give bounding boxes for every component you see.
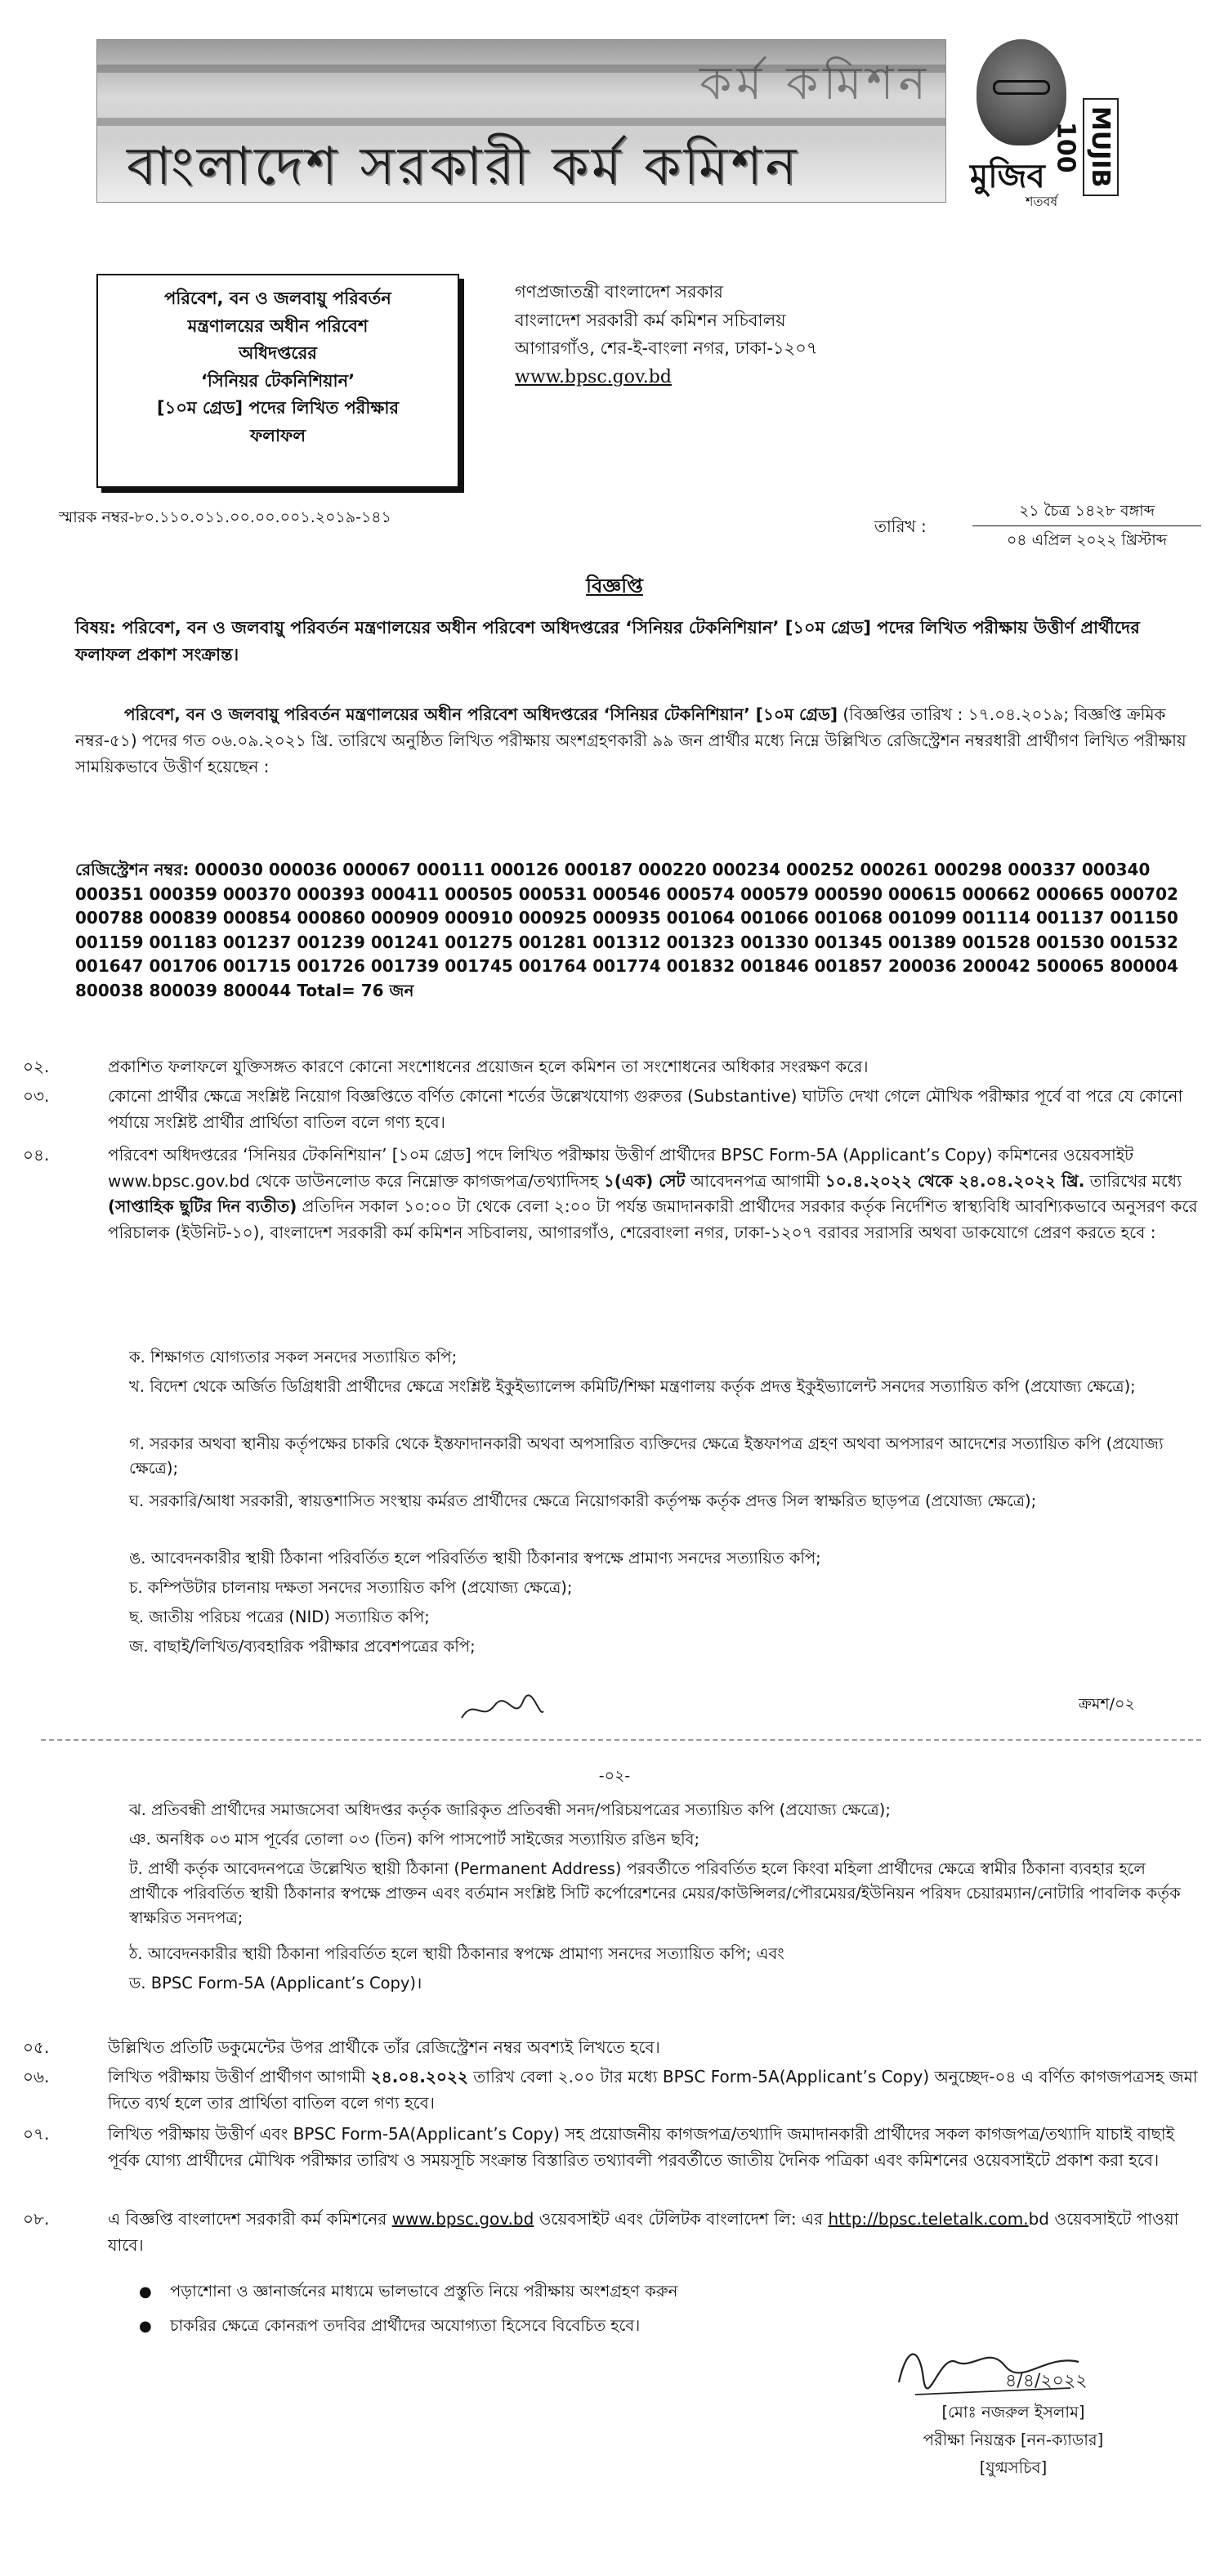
- govt-line: গণপ্রজাতন্ত্রী বাংলাদেশ সরকার: [515, 282, 723, 302]
- paragraph-text: উল্লিখিত প্রতিটি ডকুমেন্টের উপর প্রার্থীকে তাঁর রেজিস্ট্রেশন নম্বর অবশ্যই লিখতে হবে।: [108, 2037, 660, 2057]
- signer-block: [842, 2399, 1185, 2482]
- paragraph-03: [23, 1084, 1201, 1135]
- continued-marker: ক্রমশ/০২: [1079, 1695, 1135, 1713]
- paragraph-number: ০৪.: [23, 1145, 50, 1165]
- paragraph-number: ০৬.: [23, 2067, 50, 2086]
- document-item: ক. শিক্ষাগত যোগ্যতার সকল সনদের সত্যায়িত কপি;: [129, 1348, 458, 1366]
- teletalk-website-link[interactable]: http://bpsc.teletalk.com.: [828, 2209, 1029, 2229]
- date-block: [972, 500, 1201, 552]
- document-item: খ. বিদেশ থেকে অর্জিত ডিগ্রিধারী প্রার্থীদের ক্ষেত্রে সংশ্লিষ্ট ইকুইভ্যালেন্স কমিটি/শিক্ষা মন্ত্রণালয় কর্তৃক প্রদত্ত ইকুইভ্যালেন্ট সনদের সত্যায়িত কপি (প্রযোজ্য ক্ষেত্রে);: [129, 1377, 1136, 1396]
- header-banner-image: [96, 39, 946, 203]
- holiday-note: (সাপ্তাহিক ছুটির দিন ব্যতীত): [108, 1196, 297, 1217]
- paragraph-text: লিখিত পরীক্ষায় উত্তীর্ণ এবং BPSC Form-5A(Applicant’s Copy) সহ প্রয়োজনীয় কাগজপত্র/তথ্যাদি জমাদানকারী প্রার্থীদের সকল কাগজপত্র/তথ্যাদি যাচাই বাছাই পূর্বক যোগ্য প্রার্থীদের মৌখিক পরীক্ষার তারিখ ও সময়সূচি সংক্রান্ত বিস্তারিত তথ্যাবলী পরবর্তীতে জাতীয় দৈনিক পত্রিকা এবং কমিশনের ওয়েবসাইটে প্রকাশ করা হবে।: [108, 2124, 1175, 2170]
- signer-title: পরীক্ষা নিয়ন্ত্রক [নন-ক্যাডার]: [923, 2431, 1104, 2450]
- paragraph-text: প্রকাশিত ফলাফলে যুক্তিসঙ্গত কারণে কোনো সংশোধনের প্রয়োজন হলে কমিশন তা সংশোধনের অধিকার সংরক্ষণ করে।: [108, 1057, 869, 1076]
- paragraph-text: পরিবেশ অধিদপ্তরের ‘সিনিয়র টেকনিশিয়ান’ [১০ম গ্রেড] পদে লিখিত পরীক্ষায় উত্তীর্ণ প্রার্থীদের BPSC Form-5A (Applicant’s Copy) কমিশনের ওয়েবসাইট www.bpsc.gov.bd থেকে ডাউনলোড করে নিম্নোক্ত কাগজপত্র/তথ্যাদিসহ: [108, 1145, 1134, 1191]
- page-separator: [41, 1739, 1201, 1741]
- paragraph-text: ওয়েবসাইট এবং টেলিটক বাংলাদেশ লি: এর: [534, 2209, 829, 2229]
- document-item: জ. বাছাই/লিখিত/ব্যবহারিক পরীক্ষার প্রবেশপত্রের কপি;: [129, 1637, 476, 1656]
- banner-stripe: [97, 118, 945, 126]
- paragraph-text: তারিখ বেলা ২.০০ টার মধ্যে BPSC Form-5A(Applicant’s Copy) অনুচ্ছেদ-০৪ এ বর্ণিত কাগজপত্রসহ জমা দিতে ব্যর্থ হলে তার প্রার্থিতা বাতিল বলে গণ্য হবে।: [108, 2067, 1198, 2113]
- signer-name: [মোঃ নজরুল ইসলাম]: [941, 2403, 1085, 2422]
- paragraph-number: ০৮.: [23, 2209, 50, 2229]
- mujib-label: মুজিব: [970, 157, 1045, 195]
- document-item: ড. BPSC Form-5A (Applicant’s Copy)।: [129, 1974, 422, 1992]
- bpsc-website-link[interactable]: www.bpsc.gov.bd: [391, 2209, 534, 2229]
- bullet-icon: ●: [139, 2283, 152, 2301]
- memo-number: স্মারক নম্বর-৮০.১১০.০১১.০০.০০.০০১.২০১৯-১৪১: [59, 508, 391, 526]
- document-item: ঙ. আবেদনকারীর স্থায়ী ঠিকানা পরিবর্তিত হলে পরিবর্তিত স্থায়ী ঠিকানার স্বপক্ষে প্রামাণ্য সনদের সত্যায়িত কপি;: [129, 1549, 821, 1568]
- result-title-line: অধিদপ্তরের: [239, 343, 317, 364]
- paragraph-text: আবেদনপত্র আগামী: [685, 1170, 825, 1191]
- paragraph-text: প্রতিদিন সকাল ১০:০০ টা থেকে বেলা ২:০০ টা পর্যন্ত জমাদানকারী প্রার্থীদের সরকার কর্তৃক নির্দেশিত স্বাস্থ্যবিধি আবশ্যিকভাবে অনুসরণ করে পরিচালক (ইউনিট-১০), বাংলাদেশ সরকারী কর্ম কমিশন সচিবালয়, আগারগাঁও, শেরেবাংলা নগর, ঢাকা-১২০৭ বরাবর সরাসরি অথবা ডাকযোগে প্রেরণ করতে হবে :: [108, 1196, 1198, 1242]
- deadline-date: ২৪.০৪.২০২২: [370, 2067, 468, 2086]
- signature-date: ৪/৪/২০২২: [1005, 2371, 1088, 2391]
- bullet-text: পড়াশোনা ও জ্ঞানার্জনের মাধ্যমে ভালভাবে প্রস্তুতি নিয়ে পরীক্ষায় অংশগ্রহণ করুন: [170, 2282, 678, 2301]
- intro-bold: পরিবেশ, বন ও জলবায়ু পরিবর্তন মন্ত্রণালয়ের অধীন পরিবেশ অধিদপ্তরের ‘সিনিয়র টেকনিশিয়ান’ [১০ম গ্রেড]: [124, 704, 838, 724]
- result-title-line: পরিবেশ, বন ও জলবায়ু পরিবর্তন: [164, 288, 391, 308]
- result-title-line: ‘সিনিয়র টেকনিশিয়ান’: [200, 370, 355, 391]
- result-title-line: ফলাফল: [249, 425, 306, 445]
- document-item: ঘ. সরকারি/আধা সরকারী, স্বায়ত্তশাসিত সংস্থায় কর্মরত প্রার্থীদের ক্ষেত্রে নিয়োগকারী কর্তৃপক্ষ কর্তৃক প্রদত্ত সিল স্বাক্ষরিত ছাড়পত্র (প্রযোজ্য ক্ষেত্রে);: [129, 1491, 1037, 1510]
- paragraph-text: তারিখের মধ্যে: [1084, 1170, 1182, 1191]
- government-address: [515, 278, 972, 392]
- document-item: ঠ. আবেদনকারীর স্থায়ী ঠিকানা পরিবর্তিত হলে স্থায়ী ঠিকানার স্বপক্ষে প্রামাণ্য সনদের সত্যায়িত কপি; এবং: [129, 1944, 784, 1963]
- set-count: ১(এক) সেট: [603, 1170, 686, 1191]
- govt-line: আগারগাঁও, শের-ই-বাংলা নগর, ঢাকা-১২০৭: [515, 338, 818, 359]
- mujib-100-logo: [960, 33, 1124, 221]
- govt-line: বাংলাদেশ সরকারী কর্ম কমিশন সচিবালয়: [515, 310, 786, 330]
- registration-label: রেজিস্ট্রেশন নম্বর:: [75, 860, 190, 879]
- result-title-line: [১০ম গ্রেড] পদের লিখিত পরীক্ষার: [156, 398, 400, 418]
- website-link[interactable]: www.bpsc.gov.bd: [515, 366, 672, 387]
- paragraph-number: ০৩.: [23, 1086, 50, 1106]
- page-number: -০২-: [598, 1767, 631, 1785]
- mujib-100-label: MUJIB 100: [1083, 98, 1119, 196]
- initial-signature: [458, 1693, 547, 1726]
- date-bangla: ২১ চৈত্র ১৪২৮ বঙ্গাব্দ: [1018, 502, 1155, 520]
- banner-overlay-text: কর্ম কমিশন: [699, 57, 931, 110]
- borsho-label: শতবর্ষ: [1026, 194, 1058, 209]
- paragraph-06: [23, 2064, 1201, 2116]
- registration-total: Total= 76 জন: [297, 980, 414, 1000]
- document-item: ঞ. অনধিক ০৩ মাস পূর্বের তোলা ০৩ (তিন) কপি পাসপোর্ট সাইজের সত্যায়িত রঙিন ছবি;: [129, 1830, 700, 1849]
- banner-title: বাংলাদেশ সরকারী কর্ম কমিশন: [127, 136, 800, 197]
- document-item: ঝ. প্রতিবন্ধী প্রার্থীদের সমাজসেবা অধিদপ্তর কর্তৃক জারিকৃত প্রতিবন্ধী সনদ/পরিচয়পত্রের সত্যায়িত কপি (প্রযোজ্য ক্ষেত্রে);: [129, 1800, 891, 1819]
- registration-list: [75, 858, 1199, 1004]
- paragraph-08: [23, 2207, 1201, 2258]
- portrait-glasses: [993, 80, 1050, 95]
- paragraph-04: [23, 1143, 1201, 1246]
- paragraph-02: [23, 1054, 1201, 1080]
- paragraph-number: ০২.: [23, 1057, 50, 1076]
- signer-rank: [যুগ্মসচিব]: [979, 2458, 1048, 2478]
- bullet-icon: ●: [139, 2318, 152, 2335]
- notice-heading: বিজ্ঞপ্তি: [586, 575, 643, 597]
- paragraph-text: bd ওয়েবসাইটে পাওয়া যাবে।: [108, 2209, 1179, 2255]
- intro-rest: (বিজ্ঞপ্তির তারিখ : ১৭.০৪.২০১৯; বিজ্ঞপ্তি ক্রমিক নম্বর-৫১) পদের গত ০৬.০৯.২০২১ খ্রি. তারিখে অনুষ্ঠিত লিখিত পরীক্ষায় অংশগ্রহণকারী ৯৯ জন প্রার্থীর মধ্যে নিম্নে উল্লিখিত রেজিস্ট্রেশন নম্বরধারী প্রার্থীগণ লিখিত পরীক্ষায় সাময়িকভাবে উত্তীর্ণ হয়েছেন :: [75, 704, 1187, 776]
- document-item: ছ. জাতীয় পরিচয় পত্রের (NID) সত্যায়িত কপি;: [129, 1608, 430, 1626]
- paragraph-05: [23, 2035, 1201, 2061]
- paragraph-text: লিখিত পরীক্ষায় উত্তীর্ণ প্রার্থীগণ আগামী: [108, 2067, 371, 2086]
- paragraph-number: ০৫.: [23, 2037, 50, 2057]
- paragraph-number: ০৭.: [23, 2124, 50, 2144]
- paragraph-07: [23, 2122, 1201, 2173]
- result-title-line: মন্ত্রণালয়ের অধীন পরিবেশ: [187, 315, 369, 336]
- advice-bullet: [139, 2280, 1120, 2303]
- notice-subject: বিষয়: পরিবেশ, বন ও জলবায়ু পরিবর্তন মন্ত্রণালয়ের অধীন পরিবেশ অধিদপ্তরের ‘সিনিয়র টেকনিশিয়ান’ [১০ম গ্রেড] পদের লিখিত পরীক্ষায় উত্তীর্ণ প্রার্থীদের ফলাফল প্রকাশ সংক্রান্ত।: [75, 618, 1140, 664]
- advice-bullet: [139, 2314, 1120, 2337]
- date-english: ০৪ এপ্রিল ২০২২ খ্রিস্টাব্দ: [1006, 530, 1168, 549]
- document-item: চ. কম্পিউটার চালনায় দক্ষতা সনদের সত্যায়িত কপি (প্রযোজ্য ক্ষেত্রে);: [129, 1578, 573, 1597]
- paragraph-text: এ বিজ্ঞপ্তি বাংলাদেশ সরকারী কর্ম কমিশনের: [108, 2209, 392, 2229]
- date-divider: [972, 525, 1201, 526]
- bullet-text: চাকরির ক্ষেত্রে কোনরূপ তদবির প্রার্থীদের অযোগ্যতা হিসেবে বিবেচিত হবে।: [170, 2316, 641, 2335]
- registration-numbers: 000030 000036 000067 000111 000126 000187 000220 000234 000252 000261 000298 000337 000340 000351 000359 000370 000393 000411 000505 000531 000546 000574 000579 000590 000615 000662 000665 000702 000788 000839 000854 000860 000909 000910 000925 000935 001064 001066 001068 001099 001114 001137 001150 001159 001183 001237 001239 001241 001275 001281 001312 001323 001330 001345 001389 001528 001530 001532 001647 001706 001715 001726 001739 001745 001764 001774 001832 001846 001857 200036 200042 500065 800004 800038 800039 800044: [75, 860, 1178, 1000]
- date-label: তারিখ :: [874, 517, 927, 536]
- document-item: ট. প্রার্থী কর্তৃক আবেদনপত্রে উল্লেখিত স্থায়ী ঠিকানা (Permanent Address) পরবর্তীতে পরিবর্তিত হলে কিংবা মহিলা প্রার্থীদের ক্ষেত্রে স্বামীর ঠিকানা ব্যবহার হলে প্রার্থীকে পরিবর্তিত স্থায়ী ঠিকানার স্বপক্ষে প্রাক্তন এবং বর্তমান সংশ্লিষ্ট সিটি কর্পোরেশনের মেয়র/কাউন্সিলর/পৌরমেয়র/ইউনিয়ন পরিষদ চেয়ারম্যান/নোটারি পাবলিক কর্তৃক স্বাক্ষরিত সনদপত্র;: [129, 1859, 1181, 1928]
- submission-period: ১০.৪.২০২২ থেকে ২৪.০৪.২০২২ খ্রি.: [825, 1170, 1085, 1191]
- document-item: গ. সরকার অথবা স্থানীয় কর্তৃপক্ষের চাকরি থেকে ইস্তফাদানকারী অথবা অপসারিত ব্যক্তিদের ক্ষেত্রে ইস্তফাপত্র গ্রহণ অথবা অপসারণ আদেশের সত্যায়িত কপি (প্রযোজ্য ক্ষেত্রে);: [129, 1434, 1164, 1478]
- intro-paragraph: [75, 701, 1199, 780]
- paragraph-text: কোনো প্রার্থীর ক্ষেত্রে সংশ্লিষ্ট নিয়োগ বিজ্ঞপ্তিতে বর্ণিত কোনো শর্তের উল্লেখযোগ্য গুরুতর (Substantive) ঘাটতি দেখা গেলে মৌখিক পরীক্ষার পূর্বে বা পরে যে কোনো পর্যায়ে সংশ্লিষ্ট প্রার্থীর প্রার্থিতা বাতিল বলে গণ্য হবে।: [108, 1086, 1183, 1132]
- result-title-box: [96, 274, 459, 488]
